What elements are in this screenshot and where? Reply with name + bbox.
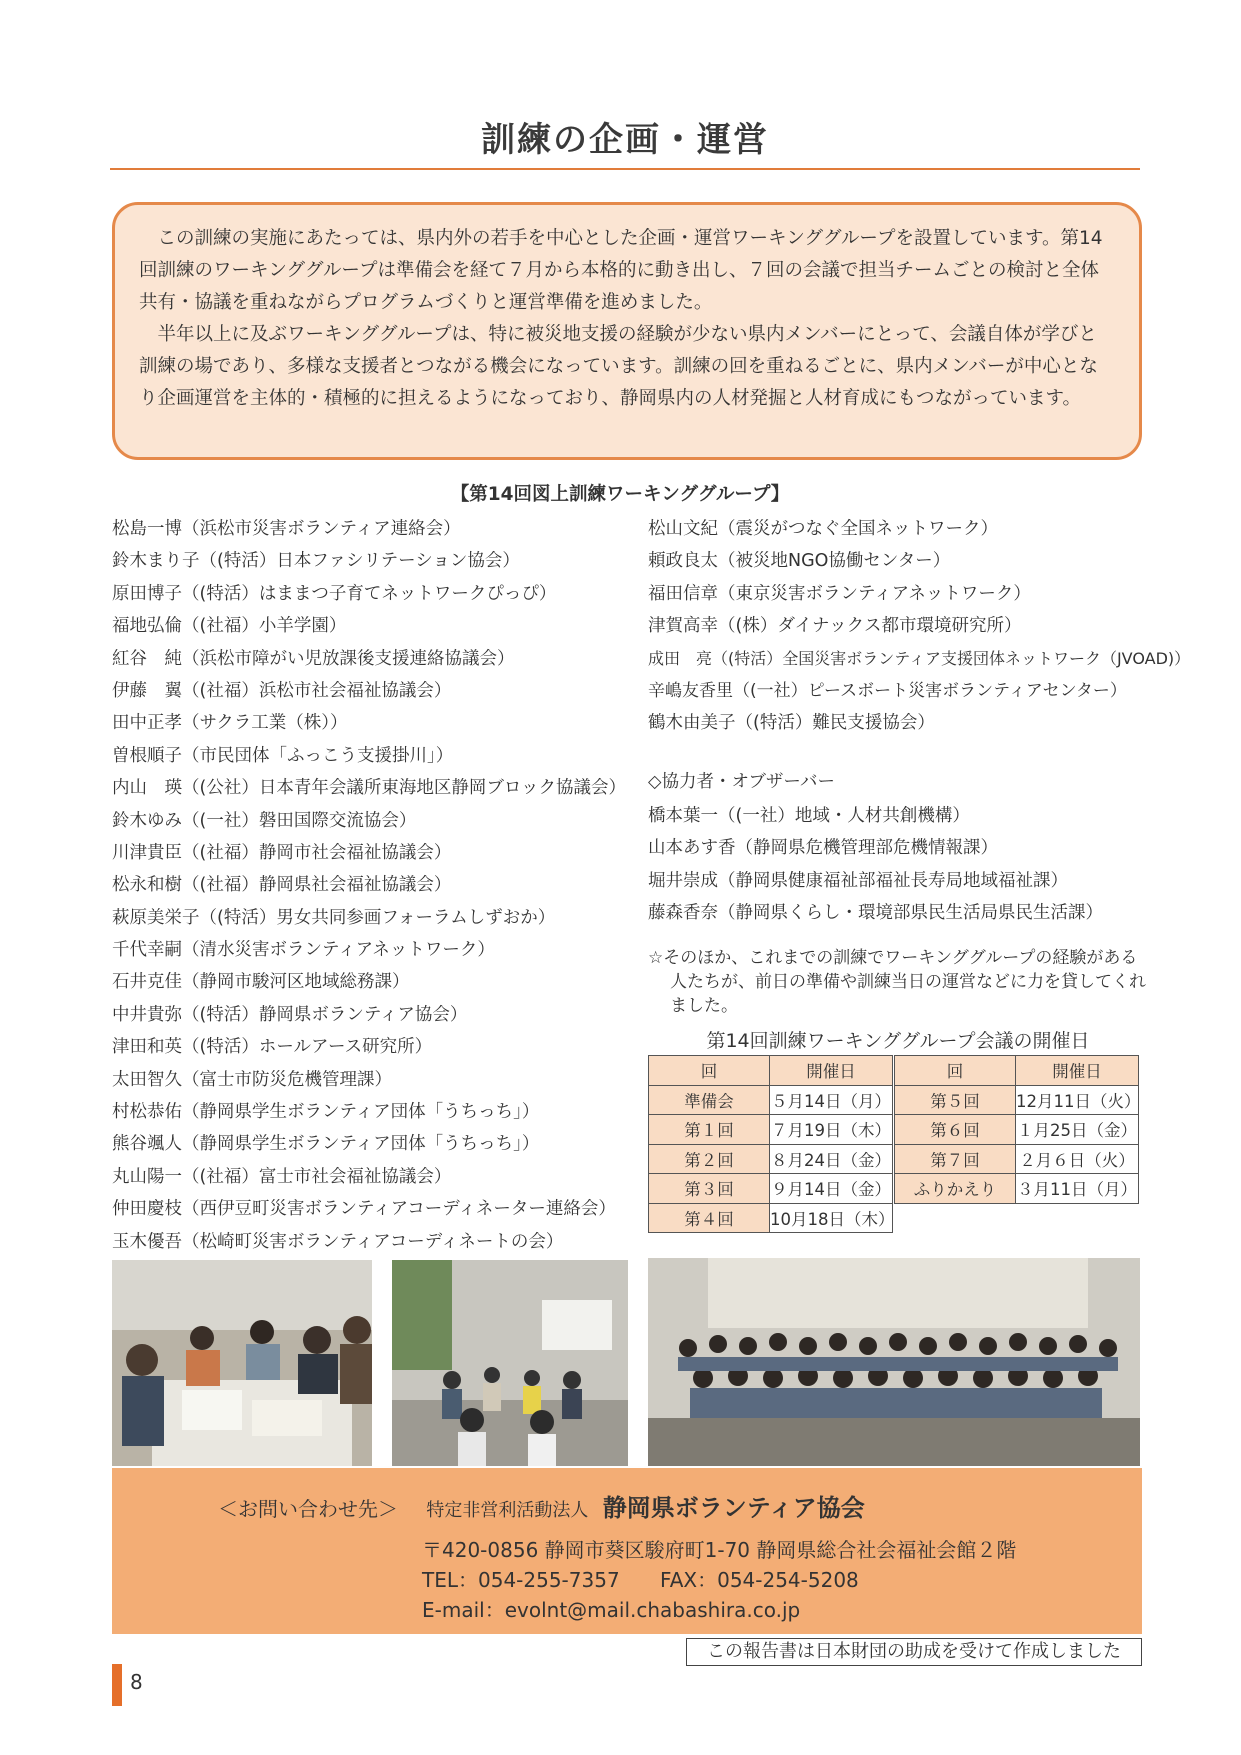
member-list-right — [648, 513, 1191, 740]
meeting-photo-2 — [392, 1260, 628, 1466]
date-cell: 12月11日（火） — [1016, 1085, 1139, 1115]
contact-address: 〒420-0856 静岡市葵区駿府町1-70 静岡県総合社会福祉会館２階 — [422, 1538, 1017, 1562]
table-header-row — [649, 1056, 893, 1086]
table-header-row — [895, 1056, 1139, 1086]
observer-item: 堀井崇成（静岡県健康福祉部福祉長寿局地域福祉課） — [648, 870, 1068, 891]
member-item: 田中正孝（サクラ工業（株）） — [112, 713, 348, 734]
date-cell: ２月６日（火） — [1016, 1144, 1139, 1174]
page-title: 訓練の企画・運営 — [481, 120, 769, 160]
member-item: 紅谷 純（浜松市障がい児放課後支援連絡協議会） — [112, 648, 515, 669]
title-divider — [110, 168, 1140, 170]
contact-header — [218, 1488, 865, 1523]
observer-item: 藤森香奈（静岡県くらし・環境部県民生活局県民生活課） — [648, 903, 1103, 924]
org-name: 静岡県ボランティア協会 — [602, 1494, 865, 1522]
member-item: 辛嶋友香里（(一社）ピースボート災害ボランティアセンター） — [648, 680, 1127, 701]
member-item: 伊藤 翼（(社福）浜松市社会福祉協議会） — [112, 680, 452, 701]
round-cell: 第４回 — [649, 1203, 770, 1233]
member-item: 村松恭佑（静岡県学生ボランティア団体「うちっち」） — [112, 1102, 540, 1123]
intro-paragraph-2: 半年以上に及ぶワーキンググループは、特に被災地支援の経験が少ない県内メンバーにとって、会議自体が学びと訓練の場であり、多様な支援者とつながる機会になっています。訓練の回を重ねるごとに、県内メンバーが中心となり企画運営を主体的・積極的に担えるようになっており、静岡県内の人材発掘と人材育成にもつながっています。 — [139, 324, 1098, 409]
schedule-table-left — [648, 1055, 893, 1233]
group-photo — [648, 1258, 1140, 1466]
schedule-title: 第14回訓練ワーキンググループ会議の開催日 — [706, 1030, 1090, 1052]
member-item: 鈴木ゆみ（(一社）磐田国際交流協会） — [112, 810, 417, 831]
table-row — [649, 1115, 893, 1145]
observer-item: 橋本葉一（(一社）地域・人材共創機構） — [648, 806, 970, 826]
member-item: 松島一博（浜松市災害ボランティア連絡会） — [112, 519, 461, 539]
member-item: 松永和樹（(社福）静岡県社会福祉協議会） — [112, 875, 452, 896]
member-item: 成田 亮（(特活）全国災害ボランティア支援団体ネットワーク（JVOAD)） — [648, 648, 1191, 668]
grant-note: この報告書は日本財団の助成を受けて作成しました — [686, 1638, 1142, 1666]
date-cell: ８月24日（金） — [770, 1144, 893, 1174]
round-header: 回 — [649, 1056, 770, 1086]
member-item: 福田信章（東京災害ボランティアネットワーク） — [648, 583, 1031, 604]
contact-phone-line — [422, 1564, 859, 1593]
date-cell: ７月19日（木） — [770, 1115, 893, 1145]
date-cell: ５月14日（月） — [770, 1085, 893, 1115]
member-item: 川津貴臣（(社福）静岡市社会福祉協議会） — [112, 842, 452, 863]
member-item: 丸山陽一（(社福）富士市社会福祉協議会） — [112, 1166, 452, 1187]
table-row — [649, 1174, 893, 1204]
member-item: 津田和英（(特活）ホールアース研究所） — [112, 1037, 433, 1058]
round-cell: 第５回 — [895, 1085, 1016, 1115]
page-number: 8 — [130, 1670, 143, 1694]
additional-note: ☆そのほか、これまでの訓練でワーキンググループの経験がある人たちが、前日の準備や訓練当日の運営などに力を貸してくれました。 — [648, 948, 1146, 1016]
contact-fax: FAX：054-254-5208 — [660, 1568, 859, 1592]
table-row — [649, 1144, 893, 1174]
meeting-photo-1 — [112, 1260, 372, 1466]
member-item: 鈴木まり子（(特活）日本ファシリテーション協会） — [112, 551, 520, 572]
table-row — [649, 1203, 893, 1233]
member-item: 津賀高幸（(株）ダイナックス都市環境研究所） — [648, 616, 1022, 637]
table-row — [895, 1115, 1139, 1145]
date-cell: ３月11日（月） — [1016, 1174, 1139, 1204]
member-item: 熊谷颯人（静岡県学生ボランティア団体「うちっち」） — [112, 1134, 540, 1155]
observer-list — [648, 800, 1148, 930]
member-item: 千代幸嗣（清水災害ボランティアネットワーク） — [112, 940, 495, 961]
table-row — [649, 1085, 893, 1115]
round-cell: 第７回 — [895, 1144, 1016, 1174]
member-item: 中井貴弥（(特活）静岡県ボランティア協会） — [112, 1004, 468, 1025]
date-cell: 10月18日（木） — [770, 1203, 893, 1233]
schedule-table-right — [894, 1055, 1139, 1204]
member-item: 福地弘倫（(社福）小羊学園） — [112, 616, 347, 637]
table-row — [895, 1144, 1139, 1174]
member-list-left — [112, 513, 642, 1258]
intro-paragraph-1: この訓練の実施にあたっては、県内外の若手を中心とした企画・運営ワーキンググループを設置しています。第14回訓練のワーキンググループは準備会を経て７月から本格的に動き出し、７回の会議で担当チームごとの検討と全体共有・協議を重ねながらプログラムづくりと運営準備を進めました。 — [139, 228, 1103, 313]
member-item: 頼政良太（被災地NGO協働センター） — [648, 551, 951, 572]
date-cell: ９月14日（金） — [770, 1174, 893, 1204]
contact-email[interactable]: E-mail：evolnt@mail.chabashira.co.jp — [422, 1598, 801, 1622]
round-header: 回 — [895, 1056, 1016, 1086]
member-item: 曽根順子（市民団体「ふっこう支援掛川」） — [112, 745, 454, 766]
round-cell: 第６回 — [895, 1115, 1016, 1145]
member-item: 太田智久（富士市防災危機管理課） — [112, 1069, 392, 1090]
member-item: 仲田慶枝（西伊豆町災害ボランティアコーディネーター連絡会） — [112, 1199, 616, 1220]
member-item: 玉木優吾（松崎町災害ボランティアコーディネートの会） — [112, 1231, 564, 1252]
round-cell: 第３回 — [649, 1174, 770, 1204]
org-type: 特定非営利活動法人 — [426, 1500, 589, 1521]
table-row — [895, 1174, 1139, 1204]
table-row — [895, 1085, 1139, 1115]
intro-box — [112, 202, 1142, 460]
page-number-marker — [112, 1664, 122, 1706]
contact-label: ＜お問い合わせ先＞ — [218, 1497, 398, 1521]
working-group-heading: 【第14回図上訓練ワーキンググループ】 — [450, 484, 790, 505]
member-item: 石井克佳（静岡市駿河区地域総務課） — [112, 972, 410, 993]
contact-box — [112, 1468, 1142, 1634]
member-item: 松山文紀（震災がつなぐ全国ネットワーク） — [648, 519, 998, 539]
observers-heading: ◇協力者・オブザーバー — [648, 772, 836, 792]
contact-tel: TEL：054-255-7357 — [422, 1568, 620, 1592]
member-item: 内山 瑛（(公社）日本青年会議所東海地区静岡ブロック協議会） — [112, 778, 626, 799]
date-header: 開催日 — [770, 1056, 893, 1086]
member-item: 原田博子（(特活）はままつ子育てネットワークぴっぴ） — [112, 583, 557, 604]
date-cell: １月25日（金） — [1016, 1115, 1139, 1145]
round-cell: 準備会 — [649, 1085, 770, 1115]
member-item: 鶴木由美子（(特活）難民支援協会） — [648, 713, 935, 734]
round-cell: ふりかえり — [895, 1174, 1016, 1204]
observer-item: 山本あす香（静岡県危機管理部危機情報課） — [648, 838, 998, 859]
round-cell: 第２回 — [649, 1144, 770, 1174]
round-cell: 第１回 — [649, 1115, 770, 1145]
member-item: 萩原美栄子（(特活）男女共同参画フォーラムしずおか） — [112, 907, 556, 928]
date-header: 開催日 — [1016, 1056, 1139, 1086]
